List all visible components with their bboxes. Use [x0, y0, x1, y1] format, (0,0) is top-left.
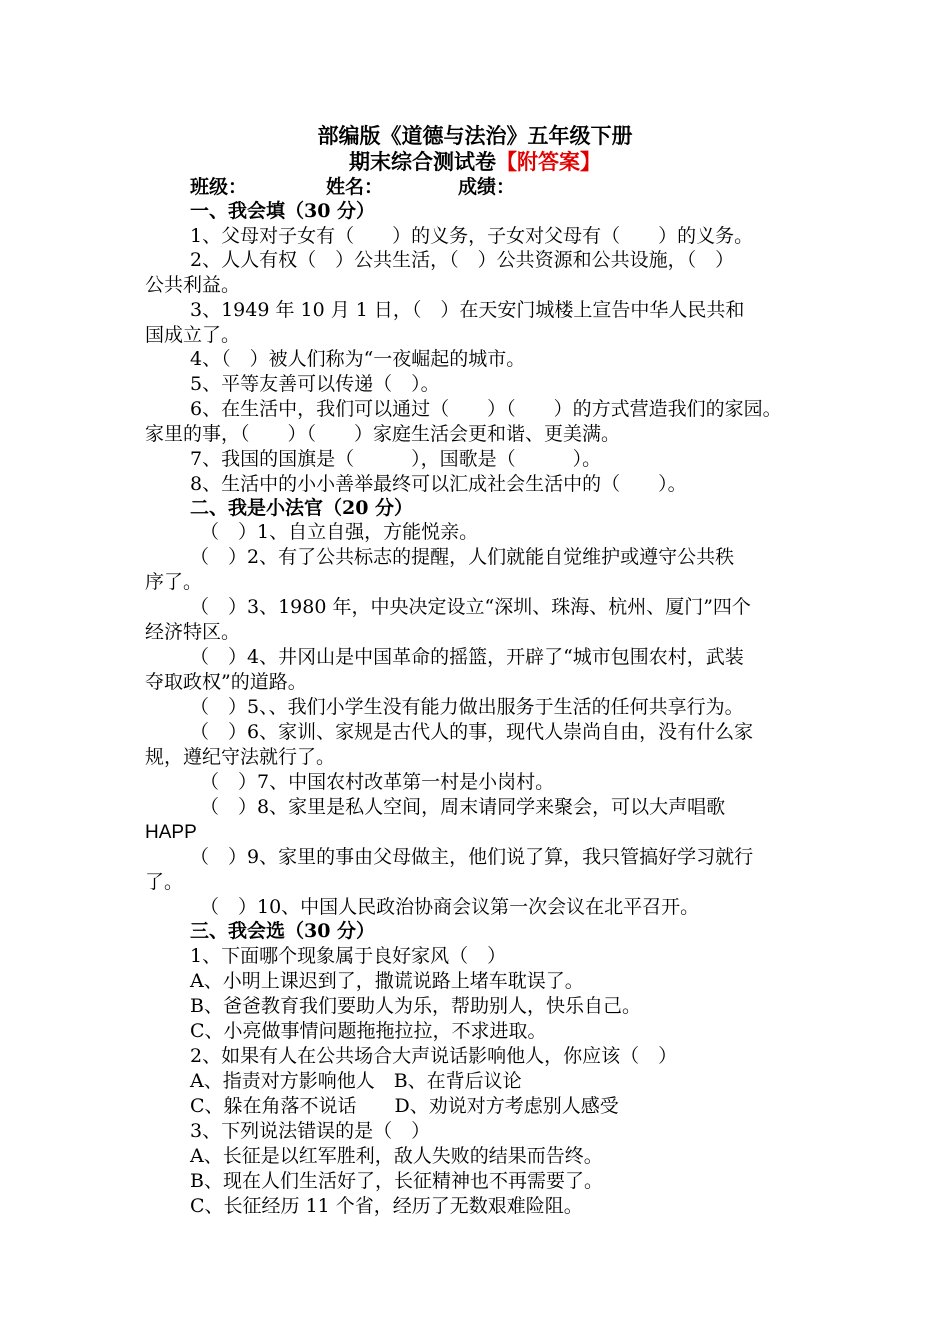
- question-line: 1、父母对子女有（ ）的义务，子女对父母有（ ）的义务。: [190, 225, 754, 247]
- question-line: 8、生活中的小小善举最终可以汇成社会生活中的（ ）。: [190, 473, 687, 495]
- question-line: （ ）8、家里是私人空间，周末请同学来聚会，可以大声唱歌: [200, 796, 726, 818]
- option-line: A、指责对方影响他人 B、在背后议论: [190, 1070, 522, 1092]
- section-heading: 一、我会填（30 分）: [190, 200, 376, 222]
- question-line: （ ）9、家里的事由父母做主，他们说了算，我只管搞好学习就行: [190, 846, 754, 868]
- section-heading: 三、我会选（30 分）: [190, 920, 376, 942]
- answer-tag: 【附答案】: [496, 149, 601, 174]
- question-line: 5、平等友善可以传递（ ）。: [190, 373, 440, 395]
- question-line: 序了。: [145, 571, 203, 593]
- section-heading: 二、我是小法官（20 分）: [190, 497, 414, 519]
- question-line: 规，遵纪守法就行了。: [145, 746, 336, 768]
- question-line: 7、我国的国旗是（ ），国歌是（ ）。: [190, 448, 602, 470]
- question-line: （ ）1、自立自强，方能悦亲。: [200, 521, 479, 543]
- question-line: 夺取政权”的道路。: [145, 671, 307, 693]
- question-line: 家里的事，（ ）（ ）家庭生活会更和谐、更美满。: [145, 423, 621, 445]
- question-line: （ ）3、1980 年，中央决定设立“深圳、珠海、杭州、厦门”四个: [190, 596, 751, 618]
- question-line: 3、下列说法错误的是（ ）: [190, 1120, 431, 1142]
- question-line: （ ）4、井冈山是中国革命的摇篮，开辟了“城市包围农村，武装: [190, 646, 744, 668]
- option-line: A、小明上课迟到了，撒谎说路上堵车耽误了。: [190, 970, 584, 992]
- question-line: （ ）7、中国农村改革第一村是小岗村。: [200, 771, 555, 793]
- option-line: C、长征经历 11 个省，经历了无数艰难险阻。: [190, 1195, 583, 1217]
- question-line: 2、人人有权（ ）公共生活，（ ）公共资源和公共设施，（ ）: [190, 249, 735, 271]
- question-line: （ ）6、家训、家规是古代人的事，现代人崇尚自由，没有什么家: [190, 721, 754, 743]
- class-label: 班级：: [190, 176, 248, 198]
- doc-title: 部编版《道德与法治》五年级下册: [317, 123, 633, 148]
- option-line: C、小亮做事情问题拖拖拉拉，不求进取。: [190, 1020, 547, 1042]
- question-line: （ ）2、有了公共标志的提醒，人们就能自觉维护或遵守公共秩: [190, 546, 735, 568]
- question-line: 1、下面哪个现象属于良好家风（ ）: [190, 945, 507, 967]
- question-line: （ ）5、、我们小学生没有能力做出服务于生活的任何共享行为。: [190, 696, 744, 718]
- option-line: C、躲在角落不说话 D、劝说对方考虑别人感受: [190, 1095, 619, 1117]
- question-line: （ ）10、中国人民政治协商会议第一次会议在北平召开。: [200, 896, 700, 918]
- option-line: A、长征是以红军胜利，敌人失败的结果而告终。: [190, 1145, 603, 1167]
- question-line: 公共利益。: [145, 274, 241, 296]
- subtitle-main: 期末综合测试卷: [349, 149, 496, 174]
- name-label: 姓名：: [326, 176, 384, 198]
- score-label: 成绩：: [458, 176, 516, 198]
- question-line: 国成立了。: [145, 324, 241, 346]
- question-line: 3、1949 年 10 月 1 日，（ ）在天安门城楼上宣告中华人民共和: [190, 299, 745, 321]
- option-line: B、爸爸教育我们要助人为乐，帮助别人，快乐自己。: [190, 995, 641, 1017]
- question-line: 了。: [145, 871, 184, 893]
- option-line: B、现在人们生活好了，长征精神也不再需要了。: [190, 1170, 603, 1192]
- student-info-row: [190, 175, 515, 200]
- question-line: HAPP: [145, 822, 197, 843]
- question-line: 经济特区。: [145, 621, 241, 643]
- question-line: 2、如果有人在公共场合大声说话影响他人，你应该（ ）: [190, 1045, 678, 1067]
- question-line: 6、在生活中，我们可以通过（ ）（ ）的方式营造我们的家园。: [190, 398, 782, 420]
- question-line: 4、（ ）被人们称为“一夜崛起的城市。: [190, 348, 526, 370]
- doc-subtitle: [0, 149, 950, 175]
